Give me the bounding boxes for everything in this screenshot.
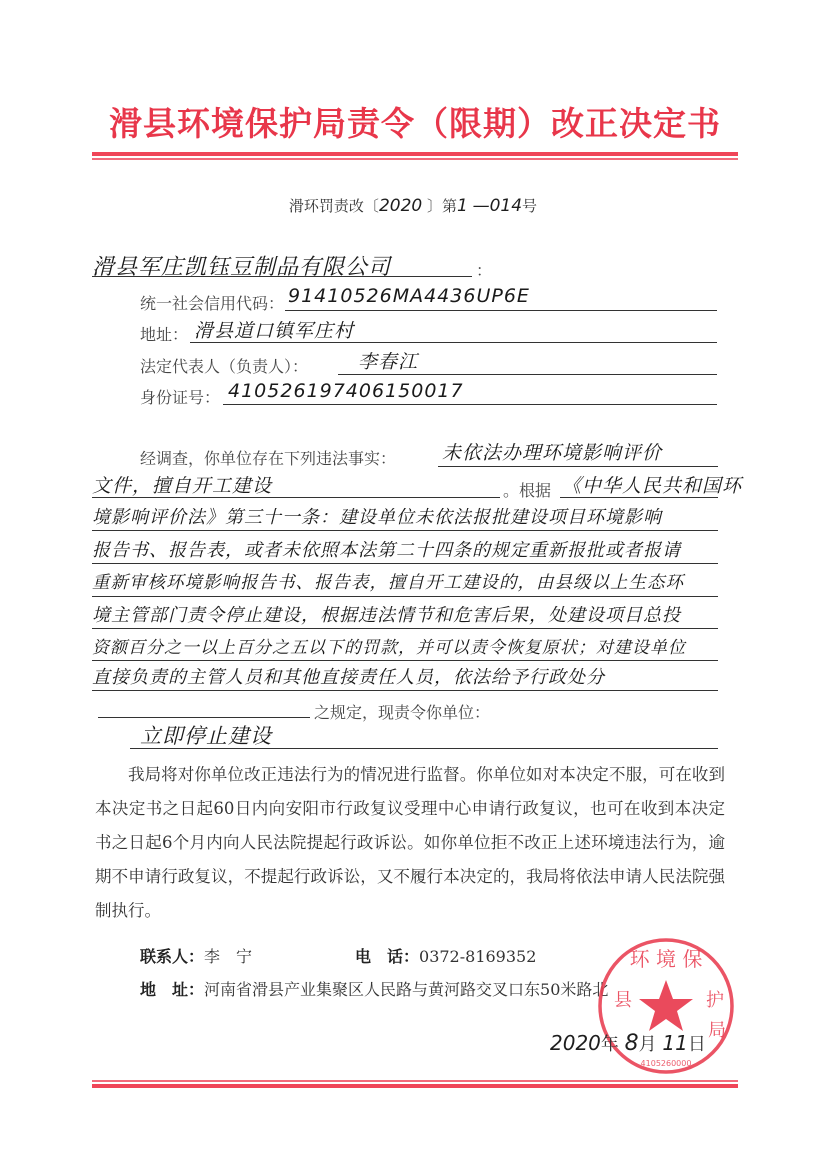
id-number: 410526197406150017 (228, 380, 464, 402)
doc-number: 1 (456, 196, 468, 216)
id-label: 身份证号： (140, 388, 221, 407)
document-title: 滑县环境保护局责令（限期）改正决定书 (109, 104, 721, 143)
svg-text:护: 护 (706, 990, 724, 1011)
decision-document: 滑县环境保护局责令（限期）改正决定书 滑环罚责改〔2020 〕第1 —014号 滑县军庄凯钰豆制品有限公司 ： 统一社会信用代码： 91410526MA4436UP6E 地址： 滑县道口镇军庄村 法定代表人（负责人）： 李春江 身份证号： 410526197406150017 经调查，你单位存在下列违法事实： 未依法办理环境影响评价 文件，擅自开工建设 。根据 《中华人民共和国环 境影响评价法》第三十一条：建设单位未依法报批建设项目环境影响 报告书、报告表，或者未依照本法第二十四条的规定重新报批或者报请 重新审核环境影响报告书、报告表，擅自开工建设的，由县级以上生态环 境主管部门责令停止建设，根据违法情节和危害后果，处建设项目总投 资额百分之一以上百分之五以下的罚款，并可以责令恢复原状；对建设单位 直接负责的主管人员和其他直接责任人员，依法给予行政处分 之规定，现责令你单位： 立即停止建设 我局将对你单位改正违法行为的情况进行监督。你单位如对本决定不服，可在收到本决定书之日起60日内向安阳市行政复议受理中心申请行政复议，也可在收到本决定书之日起6个月内向人民法院提起行政诉讼。如你单位拒不改正上述环境违法行为，逾期不申请行政复议，不提起行政诉讼，又不履行本决定的，我局将依法申请人民法院强制执行。 联系人：李 宁 电 话：0372-8169352 地 址：河南省滑县产业集聚区人民路与黄河路交叉口东50米路北 环 境 保 县 护 局 4105260000 2020年 8月 11日 (0, 0, 826, 1176)
credit-code: 91410526MA4436UP6E (288, 285, 530, 307)
document-number: 滑环罚责改〔2020 〕第1 —014号 (288, 196, 538, 216)
svg-text:县: 县 (614, 990, 632, 1011)
correction-order: 立即停止建设 (140, 724, 272, 748)
law-reference: 《中华人民共和国环 (562, 475, 743, 497)
legal-rep-value: 李春江 (358, 351, 419, 373)
violation-fact: 未依法办理环境影响评价 (442, 442, 663, 464)
title-divider (92, 152, 738, 160)
contact-person: 联系人：李 宁 (140, 947, 253, 966)
provision-end: 之规定，现责令你单位： (314, 703, 491, 722)
issue-date: 2020年 8月 11日 (550, 1031, 706, 1056)
legal-rep-label: 法定代表人（负责人）： (140, 357, 309, 376)
footer-divider (92, 1080, 738, 1088)
contact-phone: 电 话：0372-8169352 (355, 947, 537, 966)
violation-intro: 经调查，你单位存在下列违法事实： (140, 449, 397, 468)
credit-code-label: 统一社会信用代码： (140, 294, 285, 313)
doc-year: 2020 (378, 196, 423, 216)
svg-text:环 境 保: 环 境 保 (629, 947, 703, 971)
svg-text:局: 局 (708, 1020, 726, 1041)
address-label: 地址： (140, 325, 189, 344)
address-value: 滑县道口镇军庄村 (194, 320, 355, 342)
svg-text:4105260000: 4105260000 (640, 1059, 692, 1068)
notice-paragraph: 我局将对你单位改正违法行为的情况进行监督。你单位如对本决定不服，可在收到本决定书之日起60日内向安阳市行政复议受理中心申请行政复议，也可在收到本决定书之日起6个月内向人民法院提起行政诉讼。如你单位拒不改正上述环境违法行为，逾期不申请行政复议，不提起行政诉讼，又不履行本决定的，我局将依法申请人民法院强制执行。 (95, 765, 725, 920)
company-name: 滑县军庄凯钰豆制品有限公司 (92, 255, 392, 280)
contact-address: 地 址：河南省滑县产业集聚区人民路与黄河路交叉口东50米路北 (140, 980, 609, 999)
